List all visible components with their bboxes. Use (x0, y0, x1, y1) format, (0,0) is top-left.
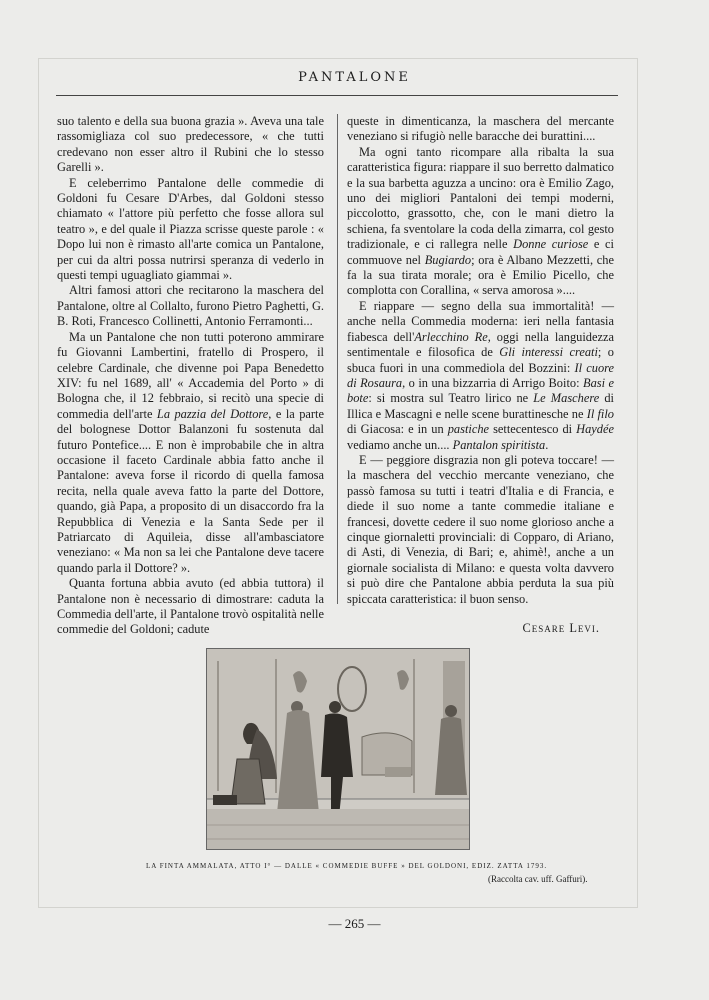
paragraph: E celeberrimo Pantalone delle commedie di Goldoni fu Cesare D'Arbes, dal Goldoni stesso chiamato « l'attore più perfetto che fosse allora sul teatro », e del quale il Piazza scrisse queste parole : « Dopo lui non è rimasto all'arte comica un Pantalone, per cui da altri possa nutrirsi speranza di vederlo in questi tempi uguagliato giammai ». (57, 175, 324, 283)
right-column (347, 114, 614, 636)
italic-title: Basi e bote (347, 375, 614, 406)
figure-credit: (Raccolta cav. uff. Gaffuri). (488, 874, 588, 884)
header-rule (56, 95, 618, 96)
left-column (57, 114, 324, 638)
italic-title: Le Maschere (533, 391, 600, 406)
italic-title: pastiche (447, 422, 490, 437)
italic-title: Il cuore di Rosaura (347, 360, 615, 390)
italic-title: Pantalon spiritista (452, 437, 546, 452)
italic-title: Haydée (576, 422, 614, 437)
figure-caption: LA FINTA AMMALATA, ATTO I° — DALLE « COMMEDIE BUFFE » DEL GOLDONI, EDIZ. ZATTA 1793. (146, 862, 548, 870)
paragraph: Quanta fortuna abbia avuto (ed abbia tuttora) il Pantalone non è necessario di dimostrare: caduta la Commedia dell'arte, il Pantalone trovò ospitalità nelle commedie del Goldoni; cadute (57, 576, 324, 637)
paragraph: Ma ogni tanto ricompare alla ribalta la sua caratteristica figura: riappare il suo berretto dalmatico e la sua barbetta aguzza a uncino: ora è Emilio Zago, uno dei migliori Pantaloni dei tempi moderni, piccolotto, grassotto, che, con le mani dietro la schiena, fa sventolare la coda della zimarra, col gesto tradizionale, e ci rallegra nelle Donne curiose e ci commuove nel Bugiardo; ora è Albano Mezzetti, che fa la sua tirata morale; ora è Emilio Picello, che complotta con Corallina, « serva amorosa ».... (347, 144, 615, 298)
page-number: — 265 — (328, 916, 381, 931)
paragraph: Ma un Pantalone che non tutti poterono ammirare fu Giovanni Lambertini, fratello di Prospero, il celebre Cardinale, che divenne poi Papa Benedetto XIV: fu nel 1689, all' « Accademia del Porto » di Bologna che, il 12 febbraio, si recitò una specie di commedia dell'arte La pazzia del Dottore, e la parte del bolognese Dottor Balanzoni fu sostenuta dal futuro Pontefice.... E non è improbabile che in altra occasione il faceto Cardinale abbia fatto anche il Pantalone: aveva forse il ricordo di quella famosa recita, nella quale aveva fatto la parte del Dottore, quando, già Papa, a proposito di un disaccordo fra la Repubblica di Venezia e la Santa Sede per il Patriarcato di Aquileia, disse all'ambasciatore veneziano: « Ma non sa lei che Pantalone deve tacere quando parla il Dottore? ». (57, 329, 324, 575)
italic-title: La pazzia del Dottore (156, 406, 269, 421)
italic-title: Bugiardo (424, 252, 472, 267)
paragraph: Altri famosi attori che recitarono la maschera del Pantalone, oltre al Collalto, furono Pietro Paghetti, G. B. Roti, Francesco Collinetti, Antonio Ferramonti... (57, 283, 324, 329)
author-signature: Cesare Levi. (522, 621, 600, 635)
italic-title: Arlecchino Re (414, 329, 488, 344)
italic-title: Gli interessi creati (499, 345, 598, 360)
engraving-illustration (206, 648, 470, 850)
paragraph: suo talento e della sua buona grazia ». Aveva una tale rassomigliaza col suo predecessore, « che tutti credevano non esser altro il Rubini che lo stesso Garelli ». (57, 114, 324, 175)
paragraph: E — peggiore disgrazia non gli poteva toccare! — la maschera del vecchio mercante veneziano, che passò famosa su tutti i teatri d'Italia e di Francia, e diede il suo nome a tante commedie italiane e francesi, dovette cedere il suo nome glorioso anche a cinque giornaletti provinciali: di Copparo, di Ariano, di Asti, di Venezia, di Bari; e, ahimè!, anche a un giornale socialista di Milano: e questa volta davvero si può dire che Pantalone abbia perduta la sua più spiccata caratteristica: il buon senso. (347, 452, 614, 606)
engraving-scene (207, 649, 469, 849)
paragraph: queste in dimenticanza, la maschera del mercante veneziano si rifugiò nelle baracche dei burattini.... (347, 114, 614, 144)
running-header: PANTALONE (298, 70, 411, 85)
paragraph: E riappare — segno della sua immortalità! — anche nella Commedia moderna: ieri nella fantasia fiabesca dell'Arlecchino Re, oggi nella languidezza sentimentale e filosofica de Gli interessi creati; o sbuca fuori in una commediola del Bozzini: Il cuore di Rosaura, o in una bizzarria di Arrigo Boito: Basi e bote: si mostra sul Teatro lirico ne Le Maschere di Illica e Mascagni e nelle scene burattinesche ne Il filo di Giacosa: e in un pastiche settecentesco di Haydée vediamo anche un.... Pantalon spiritista. (347, 298, 615, 452)
italic-title: Donne curiose (513, 237, 589, 252)
column-divider (337, 114, 338, 604)
italic-title: Il filo (586, 406, 614, 421)
